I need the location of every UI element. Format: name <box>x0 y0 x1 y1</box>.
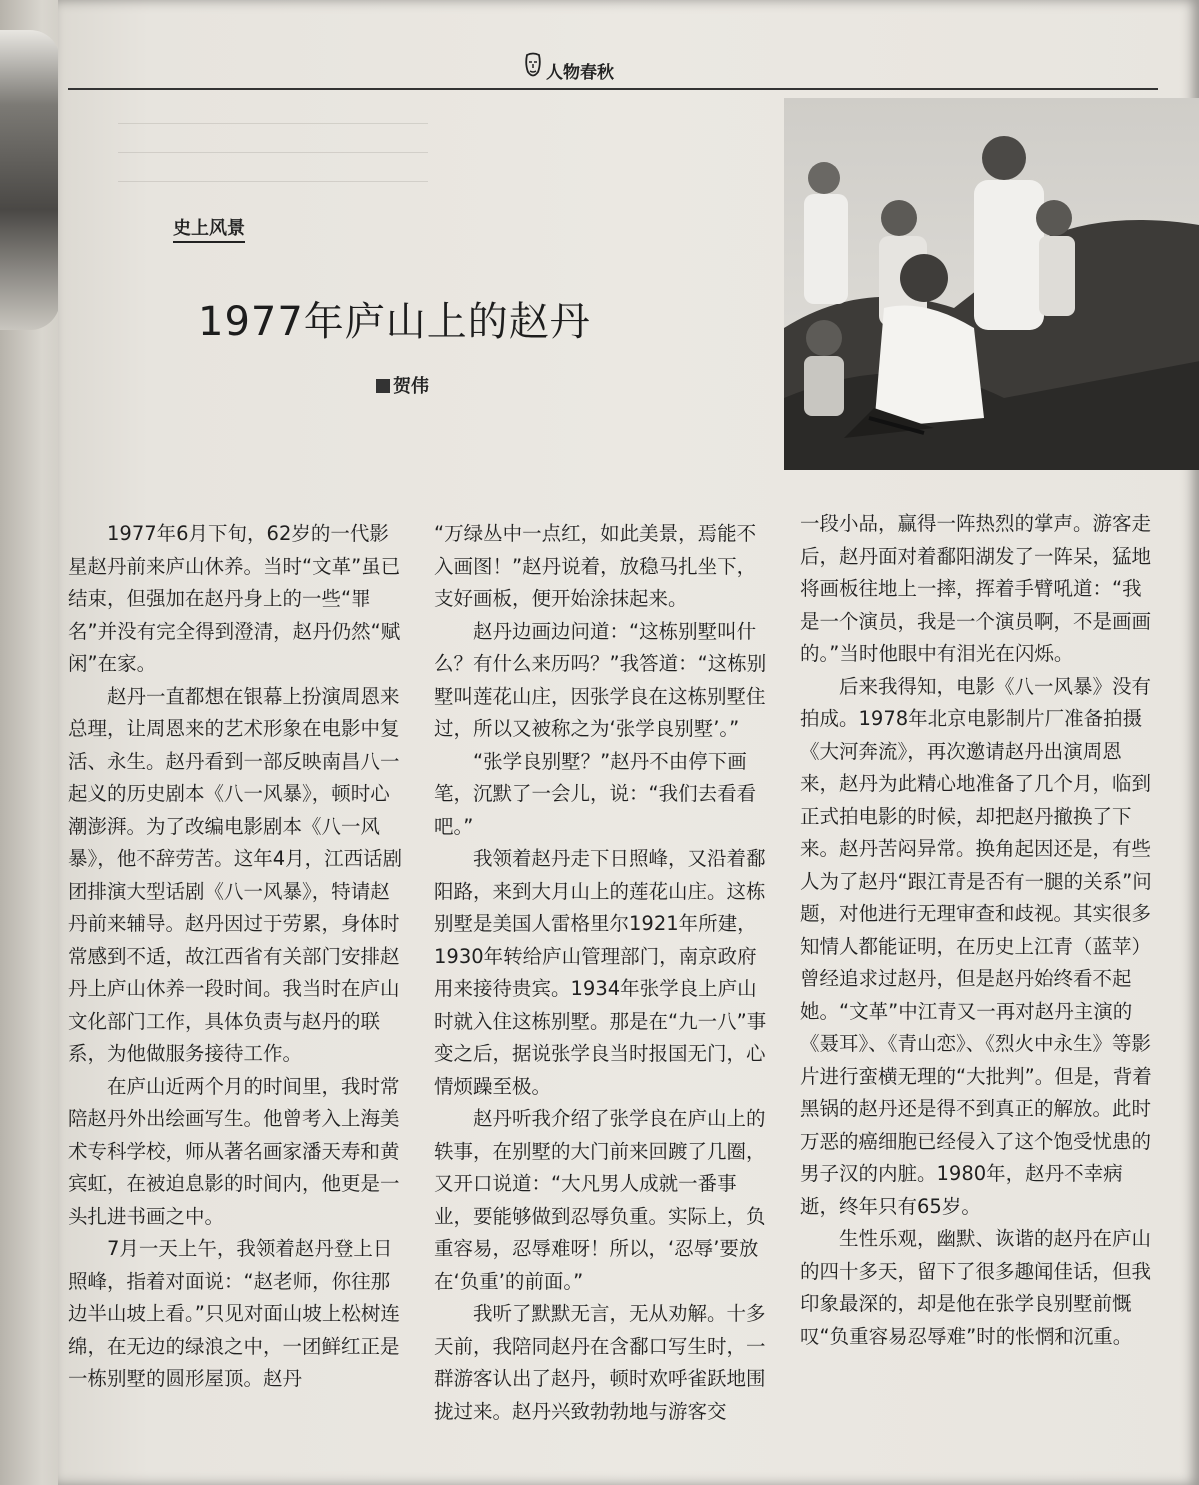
previous-page-photo <box>0 30 60 330</box>
paragraph: 生性乐观，幽默、诙谐的赵丹在庐山的四十多天，留下了很多趣闻佳话，但我印象最深的，却是他在张学良别墅前慨叹“负重容易忍辱难”时的怅惘和沉重。 <box>800 1227 1152 1348</box>
page-header <box>68 48 1158 90</box>
paragraph: 我听了默默无言，无从劝解。十多天前，我陪同赵丹在含鄱口写生时，一群游客认出了赵丹，顿时欢呼雀跃地围拢过来。赵丹兴致勃勃地与游客交 <box>434 1302 766 1423</box>
paragraph: “万绿丛中一点红，如此美景，焉能不入画图！”赵丹说着，放稳马扎坐下，支好画板，便开始涂抹起来。 <box>434 522 757 610</box>
group-photo <box>784 98 1199 470</box>
text-column-2 <box>434 518 769 1428</box>
paragraph: 后来我得知，电影《八一风暴》没有拍成。1978年北京电影制片厂准备拍摄《大河奔流》，再次邀请赵丹出演周恩来，赵丹为此精心地准备了几个月，临到正式拍电影的时候，却把赵丹撤换了下来。赵丹苦闷异常。换角起因还是，有些人为了赵丹“跟江青是否有一腿的关系”问题，对他进行无理审查和歧视。其实很多知情人都能证明，在历史上江青（蓝苹）曾经追求过赵丹，但是赵丹始终看不起她。“文革”中江青又一再对赵丹主演的《聂耳》、《青山恋》、《烈火中永生》等影片进行蛮横无理的“大批判”。但是，背着黑锅的赵丹还是得不到真正的解放。此时万恶的癌细胞已经侵入了这个饱受忧患的男子汉的内脏。1980年，赵丹不幸病逝，终年只有65岁。 <box>800 674 1152 1218</box>
face-logo-icon <box>523 52 543 80</box>
text-column-1 <box>68 518 403 1396</box>
bleed-through-text <box>118 115 428 194</box>
paragraph: 1977年6月下旬，62岁的一代影星赵丹前来庐山休养。当时“文革”虽已结束，但强加在赵丹身上的一些“罪名”并没有完全得到澄清，赵丹仍然“赋闲”在家。 <box>68 522 401 675</box>
paragraph: 一段小品，赢得一阵热烈的掌声。游客走后，赵丹面对着鄱阳湖发了一阵呆，猛地将画板往地上一摔，挥着手臂吼道：“我是一个演员，我是一个演员啊，不是画画的。”当时他眼中有泪光在闪烁。 <box>800 512 1152 665</box>
column-tag: 史上风景 <box>173 214 245 243</box>
author-name: 贺伟 <box>393 376 429 397</box>
author-marker-icon <box>376 379 390 393</box>
paragraph: 7月一天上午，我领着赵丹登上日照峰，指着对面说：“赵老师，你往那边半山坡上看。”只见对面山坡上松树连绵，在无边的绿浪之中，一团鲜红正是一栋别墅的圆形屋顶。赵丹 <box>68 1237 400 1390</box>
paragraph: 赵丹听我介绍了张学良在庐山上的轶事，在别墅的大门前来回踱了几圈，又开口说道：“大凡男人成就一番事业，要能够做到忍辱负重。实际上，负重容易，忍辱难呀！所以，‘忍辱’要放在‘负重’的前面。” <box>434 1107 766 1293</box>
paragraph: 赵丹边画边问道：“这栋别墅叫什么？有什么来历吗？”我答道：“这栋别墅叫莲花山庄，因张学良在这栋别墅住过，所以又被称之为‘张学良别墅’。” <box>434 619 767 740</box>
paragraph: 在庐山近两个月的时间里，我时常陪赵丹外出绘画写生。他曾考入上海美术专科学校，师从著名画家潘天寿和黄宾虹，在被迫息影的时间内，他更是一头扎进书画之中。 <box>68 1074 400 1228</box>
paragraph: 赵丹一直都想在银幕上扮演周恩来总理，让周恩来的艺术形象在电影中复活、永生。赵丹看到一部反映南昌八一起义的历史剧本《八一风暴》，顿时心潮澎湃。为了改编电影剧本《八一风暴》，他不辞劳苦。这年4月，江西话剧团排演大型话剧《八一风暴》，特请赵丹前来辅导。赵丹因过于劳累，身体时常感到不适，故江西省有关部门安排赵丹上庐山休养一段时间。我当时在庐山文化部门工作，具体负责与赵丹的联系，为他做服务接待工作。 <box>68 684 403 1065</box>
paragraph: 我领着赵丹走下日照峰，又沿着鄱阳路，来到大月山上的莲花山庄。这栋别墅是美国人雷格里尔1921年所建，1930年转给庐山管理部门，南京政府用来接待贵宾。1934年张学良上庐山时就入住这栋别墅。那是在“九一八”事变之后，据说张学良当时报国无门，心情烦躁至极。 <box>434 847 767 1098</box>
section-header-label: 人物春秋 <box>546 63 614 83</box>
paragraph: “张学良别墅？”赵丹不由停下画笔，沉默了一会儿，说：“我们去看看吧。” <box>434 749 757 838</box>
text-column-3 <box>800 508 1160 1353</box>
magazine-page <box>58 0 1199 1485</box>
article-title: 1977年庐山上的赵丹 <box>198 299 591 345</box>
article-author <box>376 372 429 398</box>
